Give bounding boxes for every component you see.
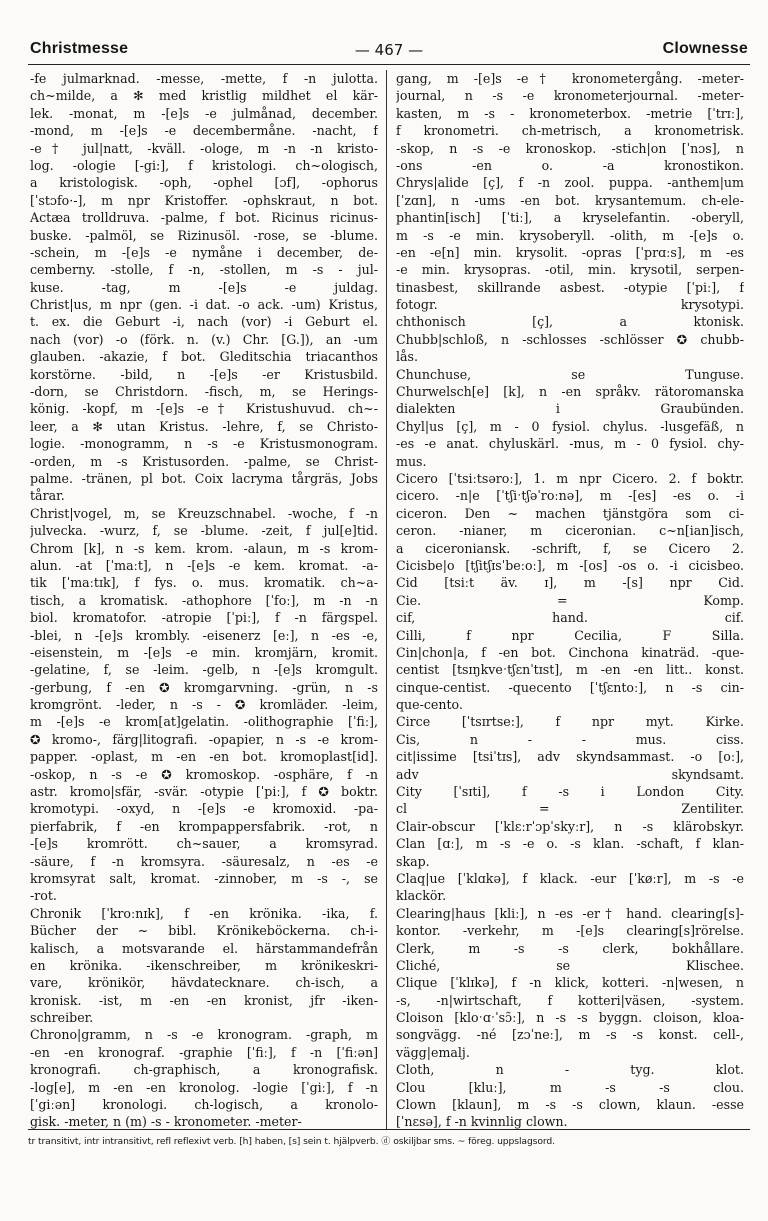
header-rule (28, 64, 750, 65)
entry-line: Cicisbe|o [tʃitʃɪsˈbeːoː], m -[os] -os o. -i cicisbeo. (396, 557, 744, 573)
entry-line: -orden, m -s Kristusorden. -palme, se Christ- (30, 453, 378, 469)
left-guide-word: Christmesse (30, 40, 129, 57)
entry-line: kronisk. -ist, m -en -en kronist, jfr -iken- (30, 992, 378, 1008)
entry-line: -e† jul|natt, -kväll. -ologe, m -n -n kristo- (30, 140, 378, 156)
entry-line: -rot. (30, 888, 57, 904)
entry-line: [ˈnɛsə], f -n kvinnlig clown. (396, 1114, 568, 1130)
entry-line: Clique [ˈklɪkə], f -n klick, kotteri. -n|wesen, n (396, 975, 744, 991)
entry-line: kromotypi. -oxyd, n -[e]s -e kromoxid. -pa- (30, 801, 378, 817)
entry-line: alun. -at [ˈmaːt], n -[e]s -e kem. kromat. -a- (30, 557, 378, 573)
entry-line: Chrono|gramm, n -s -e kronogram. -graph, m (30, 1027, 378, 1043)
entry-line: -log[e], m -en -en kronolog. -logie [ˈgiː], f -n (30, 1079, 378, 1095)
entry-line: -gerbung, f -en ✪ kromgarvning. -grün, n -s (30, 679, 378, 695)
right-column (396, 70, 744, 1131)
entry-line: vägg|emalj. (396, 1044, 470, 1060)
entry-line: papper. -oplast, m -en -en bot. kromoplast[id]. (30, 749, 378, 765)
entry-line: schreiber. (30, 1010, 94, 1026)
entry-line: biol. kromatofor. -atropie [ˈpiː], f -n färgspel. (30, 610, 378, 626)
entry-line: songvägg. -né [zɔˈneː], m -s -s konst. cell-, (396, 1027, 744, 1043)
entry-line: Cloison [kloˑɑˑˈsɔ̃ː], n -s -s byggn. cloison, kloa- (396, 1010, 744, 1026)
entry-line: -mond, m -[e]s -e decembermåne. -nacht, f (30, 123, 378, 139)
column-divider (386, 70, 387, 1130)
entry-line: t. ex. die Geburt -i, nach (vor) -i Geburt el. (30, 314, 378, 330)
entry-line: korstörne. -bild, n -[e]s -er Kristusbild. (30, 366, 378, 382)
entry-line: m -[e]s -e krom[at]gelatin. -olithographie [ˈfiː], (30, 714, 378, 730)
entry-line: Cicero [ˈtsiːtsəroː], 1. m npr Cicero. 2. f boktr. (396, 470, 744, 486)
entry-line: f kronometri. ch-metrisch, a kronometrisk. (396, 123, 744, 139)
entry-line: Christ|vogel, m, se Kreuzschnabel. -woche, f -n (30, 505, 378, 521)
entry-line: ✪ kromo-, färg|litografi. -opapier, n -s -e krom- (30, 731, 378, 747)
entry-line: kontor. -verkehr, m -[e]s clearing[s]rörelse. (396, 923, 744, 939)
entry-line: kromsyrat salt, kromat. -zinnober, m -s -, se (30, 870, 378, 886)
entry-line: -ons -en o. -a kronostikon. (396, 157, 744, 173)
entry-line: -säure, f -n kromsyra. -säuresalz, n -es -e (30, 853, 378, 869)
entry-line: -en -en kronograf. -graphie [ˈfiː], f -n [ˈfiːən] (30, 1044, 378, 1060)
entry-line: tisch, a kromatisk. -athophore [ˈfoː], m -n -n (30, 592, 378, 608)
entry-line: -blei, n -[e]s krombly. -eisenerz [eː], n -es -e, (30, 627, 378, 643)
entry-line: Clerk, m -s -s clerk, bokhållare. (396, 940, 744, 956)
entry-line: kalisch, a motsvarande el. härstammandefrån (30, 940, 378, 956)
entry-line: Clearing|haus [kliː], n -es -er† hand. clearing[s]- (396, 905, 744, 921)
entry-line: cit|issime [tsiˈtɪs], adv skyndsammast. -o [oː], (396, 749, 744, 765)
entry-line: journal, n -s -e kronometerjournal. -meter- (396, 88, 744, 104)
entry-line: Chrys|alide [ç], f -n zool. puppa. -anthem|um (396, 175, 744, 191)
entry-line: Cilli, f npr Cecilia, F Silla. (396, 627, 744, 643)
right-guide-word: Clownesse (662, 40, 748, 57)
entry-line: Chrom [k], n -s kem. krom. -alaun, m -s krom- (30, 540, 378, 556)
entry-line: a kristologisk. -oph, -ophel [ɔf], -ophorus (30, 175, 378, 191)
entry-line: pierfabrik, f -en krompappersfabrik. -rot, n (30, 818, 378, 834)
entry-line: Circe [ˈtsɪrtse:], f npr myt. Kirke. (396, 714, 744, 730)
entry-line: Clair-obscur [ˈklɛːrˈɔpˈskyːr], n -s klärobskyr. (396, 818, 744, 834)
entry-line: -gelatine, f, se -leim. -gelb, n -[e]s kromgult. (30, 662, 378, 678)
entry-line: adv skyndsamt. (396, 766, 744, 782)
columns (28, 70, 750, 1130)
entry-line: cemberny. -stolle, f -n, -stollen, m -s - jul- (30, 262, 378, 278)
entry-line: Cin|chon|a, f -en bot. Cinchona kinaträd. -que- (396, 644, 744, 660)
entry-line: Claq|ue [ˈklɑkə], f klack. -eur [ˈkøːr], m -s -e (396, 870, 744, 886)
entry-line: ch~milde, a ✻ med kristlig mildhet el kär- (30, 88, 378, 104)
entry-line: cinque-centist. -quecento [ˈtʃɛntoː], n -s cin- (396, 679, 744, 695)
entry-line: Chronik [ˈkroːnɪk], f -en krönika. -ika, f. (30, 905, 378, 921)
entry-line: en krönika. -ikenschreiber, m krönikeskri- (30, 957, 378, 973)
entry-line: tinasbest, skillrande asbest. -otypie [ˈpiː], f (396, 279, 744, 295)
entry-line: log. -ologie [-gi:], f kristologi. ch~ologisch, (30, 157, 378, 173)
entry-line: Churwelsch[e] [k], n -en språkv. rätoromanska (396, 384, 744, 400)
entry-line: leer, a ✻ utan Kristus. -lehre, f, se Christo- (30, 418, 378, 434)
entry-line: buske. -palmöl, se Rizinusöl. -rose, se -blume. (30, 227, 378, 243)
entry-line: cl = Zentiliter. (396, 801, 744, 817)
entry-line: Clown [klaun], m -s -s clown, klaun. -esse (396, 1097, 744, 1113)
entry-line: tårar. (30, 488, 65, 504)
entry-line: kasten, m -s - kronometerbox. -metrie [ˈtrɪː], (396, 105, 744, 121)
abbreviations-footer: tr transitivt, intr intransitivt, refl reflexivt verb. [h] haben, [s] sein t. hjälpverb. ⓓ oskiljbar sms. ~ föreg. uppslagsord. (28, 1136, 555, 1147)
entry-line: mus. (396, 453, 427, 469)
entry-line: gang, m -[e]s -e† kronometergång. -meter- (396, 71, 744, 86)
page-header (28, 36, 750, 62)
entry-line: kuse. -tag, m -[e]s -e juldag. (30, 279, 378, 295)
entry-line: dialekten i Graubünden. (396, 401, 744, 417)
entry-line: Cis, n - - mus. ciss. (396, 731, 744, 747)
entry-line: cicero. -n|e [ˈtʃiˑtʃəˈroːnə], m -[es] -es o. -i (396, 488, 744, 504)
entry-line: cif, hand. cif. (396, 610, 744, 626)
entry-line: Clou [kluː], m -s -s clou. (396, 1079, 744, 1095)
entry-line: -e min. krysopras. -otil, min. krysotil, serpen- (396, 262, 744, 278)
entry-line: Chubb|schloß, n -schlosses -schlösser ✪ chubb- (396, 331, 744, 347)
entry-line: lek. -monat, m -[e]s -e julmånad, december. (30, 105, 378, 121)
left-column (30, 70, 378, 1131)
dictionary-page (28, 36, 750, 1206)
entry-line: Clan [ɑː], m -s -e o. -s klan. -schaft, f klan- (396, 836, 744, 852)
entry-line: Bücher der ~ bibl. Krönikeböckerna. ch-i- (30, 923, 378, 939)
entry-line: -[e]s kromrött. ch~sauer, a kromsyrad. (30, 836, 378, 852)
entry-line: City [ˈsɪti], f -s i London City. (396, 784, 744, 800)
entry-line: fotogr. krysotypi. (396, 297, 744, 313)
entry-line: Cid [tsiːt äv. ɪ], m -[s] npr Cid. (396, 575, 744, 591)
entry-line: que-cento. (396, 697, 463, 713)
entry-line: ciceron. Den ~ machen tjänstgöra som ci- (396, 505, 744, 521)
entry-line: kronografi. ch-graphisch, a kronografisk. (30, 1062, 378, 1078)
entry-line: glauben. -akazie, f bot. Gleditschia triacanthos (30, 349, 378, 365)
entry-line: astr. kromo|sfär, -svär. -otypie [ˈpiː], f ✪ boktr. (30, 784, 378, 800)
entry-line: skap. (396, 853, 430, 869)
entry-line: gisk. -meter, n (m) -s - kronometer. -meter- (30, 1114, 302, 1130)
entry-line: -fe julmarknad. -messe, -mette, f -n julotta. (30, 71, 378, 86)
entry-line: -dorn, se Christdorn. -fisch, m, se Herings- (30, 384, 378, 400)
entry-line: chthonisch [ç], a ktonisk. (396, 314, 744, 330)
entry-line: nach (vor) -o (förk. n. (v.) Chr. [G.]), an -um (30, 331, 378, 347)
entry-line: -schein, m -[e]s -e nymåne i december, de- (30, 244, 378, 260)
entry-line: -en -e[n] min. krysolit. -opras [ˈprɑːs], m -es (396, 244, 744, 260)
entry-line: -s, -n|wirtschaft, f kotteri|väsen, -system. (396, 992, 744, 1008)
entry-line: logie. -monogramm, n -s -e Kristusmonogram. (30, 436, 378, 452)
footer-rule (28, 1129, 750, 1130)
entry-line: -es -e anat. chyluskärl. -mus, m - 0 fysiol. chy- (396, 436, 744, 452)
entry-line: tik [ˈmaːtɪk], f fys. o. mus. kromatik. ch~a- (30, 575, 378, 591)
entry-line: [ˈstɔfo·-], m npr Kristoffer. -ophskraut, n bot. (30, 192, 378, 208)
entry-line: kromgrönt. -leder, n -s - ✪ kromläder. -leim, (30, 697, 378, 713)
entry-line: Chyl|us [ç], m - 0 fysiol. chylus. -lusgefäß, n (396, 418, 744, 434)
entry-line: [ˈgiːən] kronologi. ch-logisch, a kronolo- (30, 1097, 378, 1113)
entry-line: könig. -kopf, m -[e]s -e† Kristushuvud. ch~- (30, 401, 378, 417)
page-number: — 467 — (354, 41, 424, 59)
entry-line: Chunchuse, se Tunguse. (396, 366, 744, 382)
entry-line: Cie. = Komp. (396, 592, 744, 608)
entry-line: a ciceroniansk. -schrift, f, se Cicero 2. (396, 540, 744, 556)
entry-line: -oskop, n -s -e ✪ kromoskop. -osphäre, f -n (30, 766, 378, 782)
entry-line: klackör. (396, 888, 447, 904)
entry-line: [ˈzɑn], n -ums -en bot. krysantemum. ch-ele- (396, 192, 744, 208)
entry-line: julvecka. -wurz, f, se -blume. -zeit, f jul[e]tid. (30, 523, 378, 539)
entry-line: phantin[isch] [ˈtiː], a kryselefantin. -oberyll, (396, 210, 744, 226)
entry-line: palme. -tränen, pl bot. Coix lacryma tårgräs, Jobs (30, 470, 378, 486)
entry-line: centist [tsɪŋkveˑtʃɛnˈtɪst], m -en -en litt.. konst. (396, 662, 744, 678)
entry-line: Christ|us, m npr (gen. -i dat. -o ack. -um) Kristus, (30, 297, 378, 313)
entry-line: vare, krönikör, hävdatecknare. ch-isch, a (30, 975, 378, 991)
entry-line: -skop, n -s -e kronoskop. -stich|on [ˈnɔs], n (396, 140, 744, 156)
entry-line: Cliché, se Klischee. (396, 957, 744, 973)
entry-line: -eisenstein, m -[e]s -e min. kromjärn, kromit. (30, 644, 378, 660)
entry-line: ceron. -nianer, m ciceronian. c~n[ian]isch, (396, 523, 744, 539)
entry-line: m -s -e min. krysoberyll. -olith, m -[e]s o. (396, 227, 744, 243)
entry-line: Cloth, n - tyg. klot. (396, 1062, 744, 1078)
entry-line: Actæa trolldruva. -palme, f bot. Ricinus ricinus- (30, 210, 378, 226)
entry-line: lås. (396, 349, 419, 365)
